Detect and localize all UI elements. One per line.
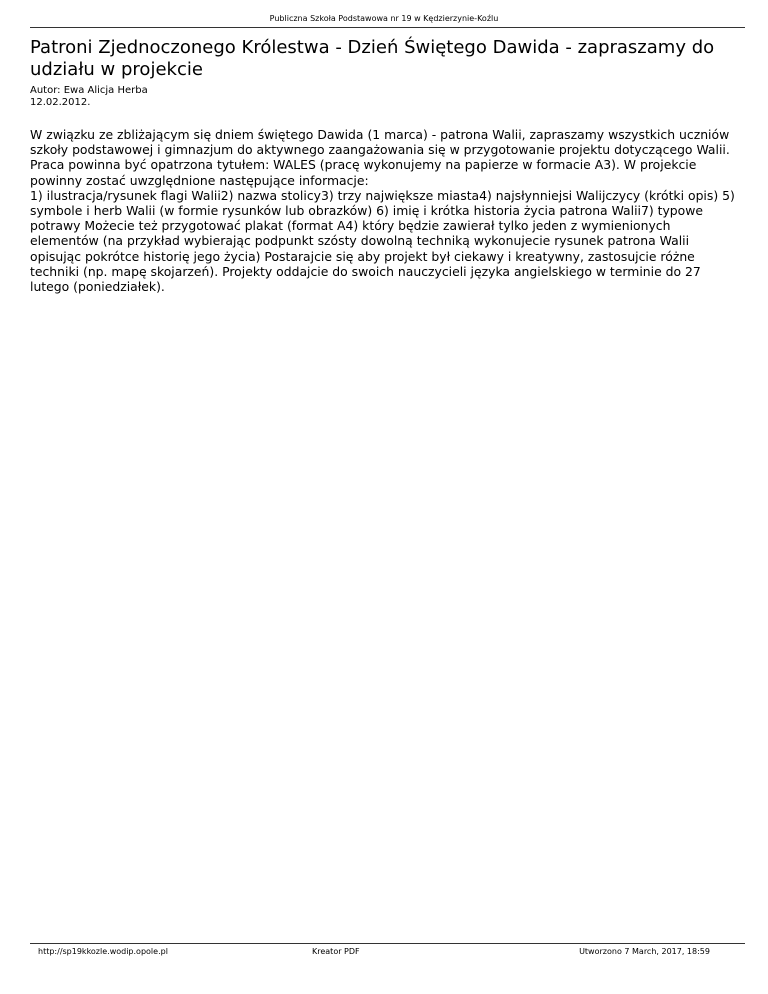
article-author: Autor: Ewa Alicja Herba [30,85,148,96]
footer-generator: Kreator PDF [312,947,360,956]
article-paragraph-intro: W związku ze zbliżającym się dniem świętego Dawida (1 marca) - patrona Walii, zapraszamy wszystkich uczniów szkoły podstawowej i gimnazjum do aktywnego zaangażowania się w przygotowanie projektu dotyczącego Walii. Praca powinna być opatrzona tytułem: WALES (pracę wykonujemy na papierze w formacie A3). W projekcie powinny zostać uwzględnione następujące informacje: [30,127,730,188]
footer-divider [30,943,745,944]
footer-url[interactable]: http://sp19kkozle.wodip.opole.pl [38,947,168,956]
header-divider [30,27,745,28]
article-paragraph-list: 1) ilustracja/rysunek flagi Walii2) nazwa stolicy3) trzy największe miasta4) najsłynniejsi Walijczycy (krótki opis) 5) symbole i herb Walii (w formie rysunków lub obrazków) 6) imię i krótka historia życia patrona Walii7) typowe potrawy Możecie też przygotować plakat (format A4) który będzie zawierał tylko jeden z wymienionych elementów (na przykład wybierając podpunkt szósty dowolną techniką wykonujecie rysunek patrona Walii opisując pokrótce historię jego życia) Postarajcie się aby projekt był ciekawy i kreatywny, zastosujcie różne techniki (np. mapę skojarzeń). Projekty oddajcie do swoich nauczycieli języka angielskiego w terminie do 27 lutego (poniedziałek). [30,187,735,295]
footer-created: Utworzono 7 March, 2017, 18:59 [579,947,710,956]
article-body [30,127,735,294]
article-meta [30,85,148,109]
page-header: Publiczna Szkoła Podstawowa nr 19 w Kędzierzynie-Koźlu [269,14,499,23]
article-title: Patroni Zjednoczonego Królestwa - Dzień Świętego Dawida - zapraszamy do udziału w projekcie [30,37,715,80]
article-date: 12.02.2012. [30,97,91,108]
